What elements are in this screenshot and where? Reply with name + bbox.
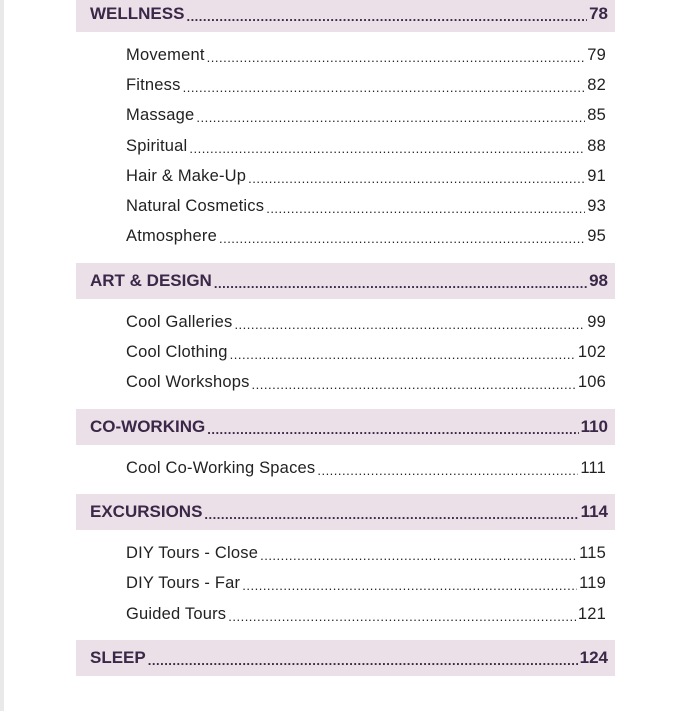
section-entries-co-working [76,453,615,494]
dot-leader [248,169,585,188]
section-header-wellness[interactable] [76,0,615,32]
section-entries-art-design [76,307,615,409]
dot-leader [234,315,585,334]
toc-entry[interactable] [76,453,615,483]
dot-leader [207,48,586,67]
dot-leader [228,607,576,626]
dot-leader [242,576,577,595]
entry-page-number: 82 [587,75,606,94]
dot-leader [252,375,576,394]
section-page-number: 110 [580,416,608,436]
section-header-sleep[interactable] [76,640,615,676]
dot-leader [214,273,587,293]
dot-leader [183,78,586,97]
dot-leader [266,199,585,218]
toc-entry[interactable] [76,337,615,367]
entry-page-number: 115 [579,543,606,562]
toc-entry[interactable] [76,599,615,629]
entry-label: Cool Workshops [126,373,250,392]
dot-leader [204,504,578,524]
entry-page-number: 102 [577,343,606,362]
dot-leader [189,139,585,158]
entry-label: Movement [126,45,205,64]
entry-label: Spiritual [126,136,188,155]
page-left-edge [0,0,4,711]
entry-label: DIY Tours - Far [126,574,241,593]
section-page-number: 78 [589,4,608,23]
dot-leader [317,461,578,480]
entry-page-number: 85 [587,106,606,125]
toc-entry[interactable] [76,538,615,568]
toc-entry[interactable] [76,307,615,337]
toc-entry[interactable] [76,569,615,599]
entry-page-number: 106 [577,373,606,392]
entry-label: DIY Tours - Close [126,543,259,562]
entry-page-number: 91 [587,166,606,185]
entry-label: Natural Cosmetics [126,197,265,216]
entry-page-number: 99 [587,312,606,331]
entry-label: Cool Galleries [126,312,233,331]
table-of-contents [76,0,615,684]
entry-page-number: 79 [587,45,606,64]
entry-label: Cool Clothing [126,343,228,362]
entry-page-number: 93 [587,197,606,216]
toc-entry[interactable] [76,368,615,398]
entry-page-number: 111 [580,458,606,477]
dot-leader [219,229,585,248]
entry-label: Massage [126,106,195,125]
section-header-art-design[interactable] [76,263,615,299]
toc-entry[interactable] [76,70,615,100]
section-header-excursions[interactable] [76,494,615,530]
toc-entry[interactable] [76,101,615,131]
section-page-number: 98 [589,271,608,291]
entry-page-number: 119 [579,574,606,593]
section-page-number: 114 [580,502,608,522]
section-title: WELLNESS [90,4,185,23]
dot-leader [148,650,578,670]
section-title: CO-WORKING [90,416,206,436]
toc-entry[interactable] [76,131,615,161]
dot-leader [207,419,578,439]
section-header-co-working[interactable] [76,409,615,445]
entry-label: Cool Co-Working Spaces [126,458,316,477]
dot-leader [260,546,577,565]
entry-label: Atmosphere [126,227,217,246]
entry-page-number: 121 [577,604,606,623]
section-entries-wellness [76,40,615,263]
toc-entry[interactable] [76,222,615,252]
section-title: ART & DESIGN [90,271,212,291]
toc-entry[interactable] [76,191,615,221]
entry-page-number: 95 [587,227,606,246]
dot-leader [230,345,576,364]
toc-entry[interactable] [76,40,615,70]
section-entries-excursions [76,538,615,640]
dot-leader [196,108,585,127]
entry-label: Fitness [126,75,181,94]
entry-page-number: 88 [587,136,606,155]
entry-label: Guided Tours [126,604,227,623]
dot-leader [186,6,587,26]
section-title: SLEEP [90,648,146,668]
section-page-number: 124 [579,648,608,668]
toc-entry[interactable] [76,161,615,191]
section-title: EXCURSIONS [90,502,203,522]
entry-label: Hair & Make-Up [126,166,247,185]
